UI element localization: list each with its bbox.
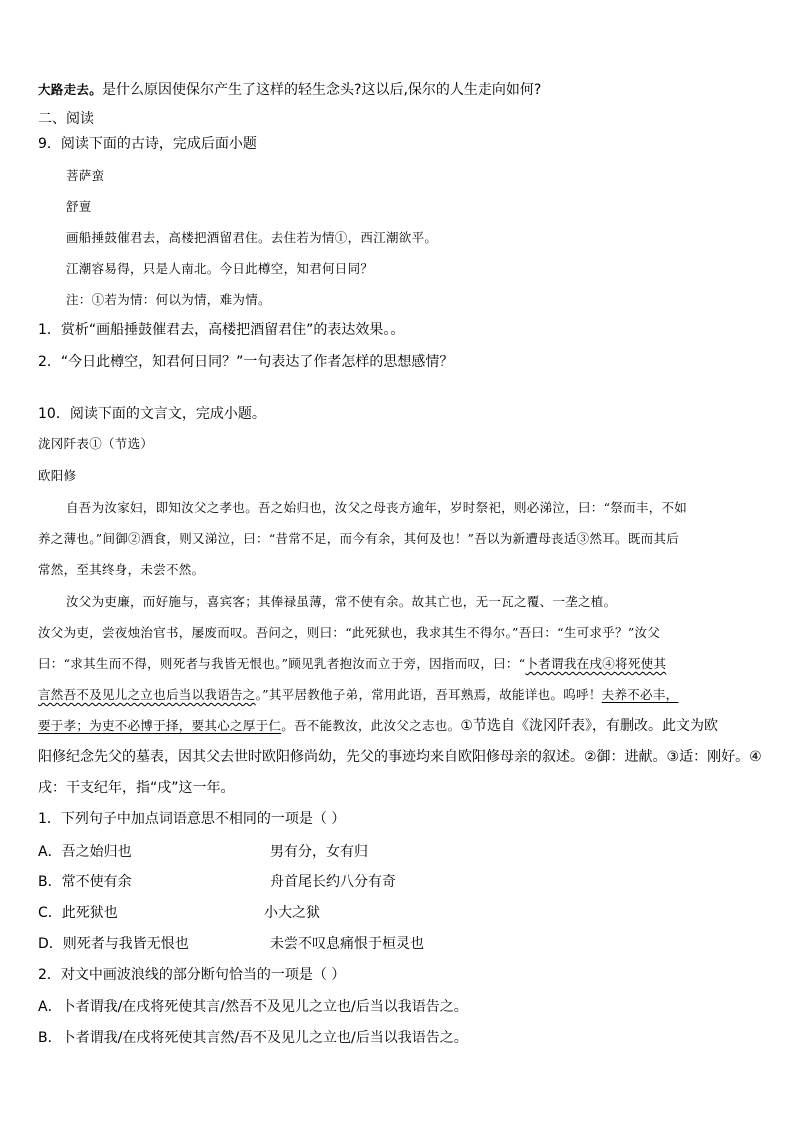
- sub2-option-b: B．卜者谓我/在戌将死使其言然/吾不及见儿之立也/后当以我语告之。: [38, 1030, 468, 1046]
- option-d-compare: 未尝不叹息痛恨于桓灵也: [270, 936, 424, 952]
- wavy-underlined-text: 言然吾不及见儿之立也后当以我语告之: [38, 687, 256, 702]
- option-d: D．则死者与我皆无恨也: [38, 936, 189, 952]
- underlined-sentence: 要于孝；为吏不必博于择，要其心之厚于仁: [38, 718, 282, 733]
- para1-line3: 常然，至其终身，未尝不然。: [38, 562, 205, 577]
- text-title: 泷冈阡表①（节选）: [38, 436, 154, 451]
- poem-note: 注：①若为情：何以为情，难为情。: [66, 292, 271, 307]
- footnote-line: 阳修纪念先父的墓表，因其父去世时欧阳修尚幼，先父的事迹均来自欧阳修母亲的叙述。②御：进献。③适：刚好。④: [38, 749, 762, 765]
- intro-question: 是什么原因使保尔产生了这样的轻生念头?这以后,保尔的人生走向如何?: [102, 82, 542, 98]
- para3-line4: [38, 716, 718, 736]
- q9-sub2: 2．“今日此樽空，知君何日同？”一句表达了作者怎样的思想感情？: [38, 354, 454, 370]
- underlined-sentence: 夫养不必丰，: [601, 687, 679, 702]
- para3-line1: 汝父为吏，尝夜烛治官书，屡废而叹。吾问之，则曰：“此死狱也，我求其生不得尔。”吾曰：“生可求乎？”汝父: [38, 625, 661, 640]
- section-heading: 二、阅读: [38, 111, 94, 127]
- poem-line-1: 画船捶鼓催君去，高楼把酒留君住。去住若为情①，西江潮欲平。: [66, 230, 438, 245]
- para1-line2: 养之薄也。”间御②酒食，则又涕泣，曰：“昔常不足，而今有余，其何及也！”吾以为新遭母丧适③然耳。既而其后: [38, 531, 680, 546]
- q10-sub2: 2．对文中画波浪线的部分断句恰当的一项是（ ）: [38, 967, 346, 983]
- para3-line2-text: 曰：“求其生而不得，则死者与我皆无恨也。”顾见乳者抱汝而立于旁，因指而叹，曰：“: [38, 656, 526, 671]
- para1-line1: 自吾为汝家妇，即知汝父之孝也。吾之始归也，汝父之母丧方逾年，岁时祭祀，则必涕泣，曰：“祭而丰，不如: [66, 500, 688, 515]
- poem-author: 舒亶: [66, 199, 92, 214]
- wavy-underlined-text: 卜者谓我在戌④将死使其: [525, 656, 667, 671]
- para3-line4-text: 。吾不能教汝，此汝父之志也。: [281, 718, 461, 733]
- poem-line-2: 江潮容易得，只是人南北。今日此樽空，知君何日同？: [66, 261, 374, 276]
- para2-line1: 汝父为吏廉，而好施与，喜宾客；其俸禄虽薄，常不使有余。故其亡也，无一瓦之覆、一垄之植。: [66, 594, 617, 609]
- footnote-line-2: 戌：干支纪年，指“戌”这一年。: [38, 780, 235, 796]
- option-c-compare: 小大之狱: [264, 905, 320, 921]
- poem-title: 菩萨蛮: [66, 168, 105, 183]
- option-b: B．常不使有余: [38, 874, 132, 890]
- para3-line3-text: 。”其平居教他子弟，常用此语，吾耳熟焉，故能详也。呜呼！: [255, 687, 602, 702]
- text-author: 欧阳修: [38, 468, 77, 483]
- sub2-option-a: A．卜者谓我/在戌将死使其言/然吾不及见儿之立也/后当以我语告之。: [38, 999, 468, 1015]
- para3-line2: [38, 654, 666, 674]
- q10-prompt: 10．阅读下面的文言文，完成小题。: [38, 406, 266, 422]
- intro-lead: 大路走去。: [38, 82, 103, 97]
- intro-line: [38, 80, 541, 100]
- footnote-intro: ①节选自《泷冈阡表》，有删改。此文为欧: [460, 718, 718, 734]
- q9-prompt: 9．阅读下面的古诗，完成后面小题: [38, 136, 257, 152]
- option-a-compare: 男有分，女有归: [270, 844, 368, 860]
- option-a: A．吾之始归也: [38, 844, 132, 860]
- option-c: C．此死狱也: [38, 905, 118, 921]
- para3-line3: [38, 685, 678, 705]
- q10-sub1: 1．下列句子中加点词语意思不相同的一项是（ ）: [38, 811, 346, 827]
- option-b-compare: 舟首尾长约八分有奇: [270, 874, 396, 890]
- q9-sub1: 1．赏析“画船捶鼓催君去，高楼把酒留君住”的表达效果。。: [38, 322, 405, 338]
